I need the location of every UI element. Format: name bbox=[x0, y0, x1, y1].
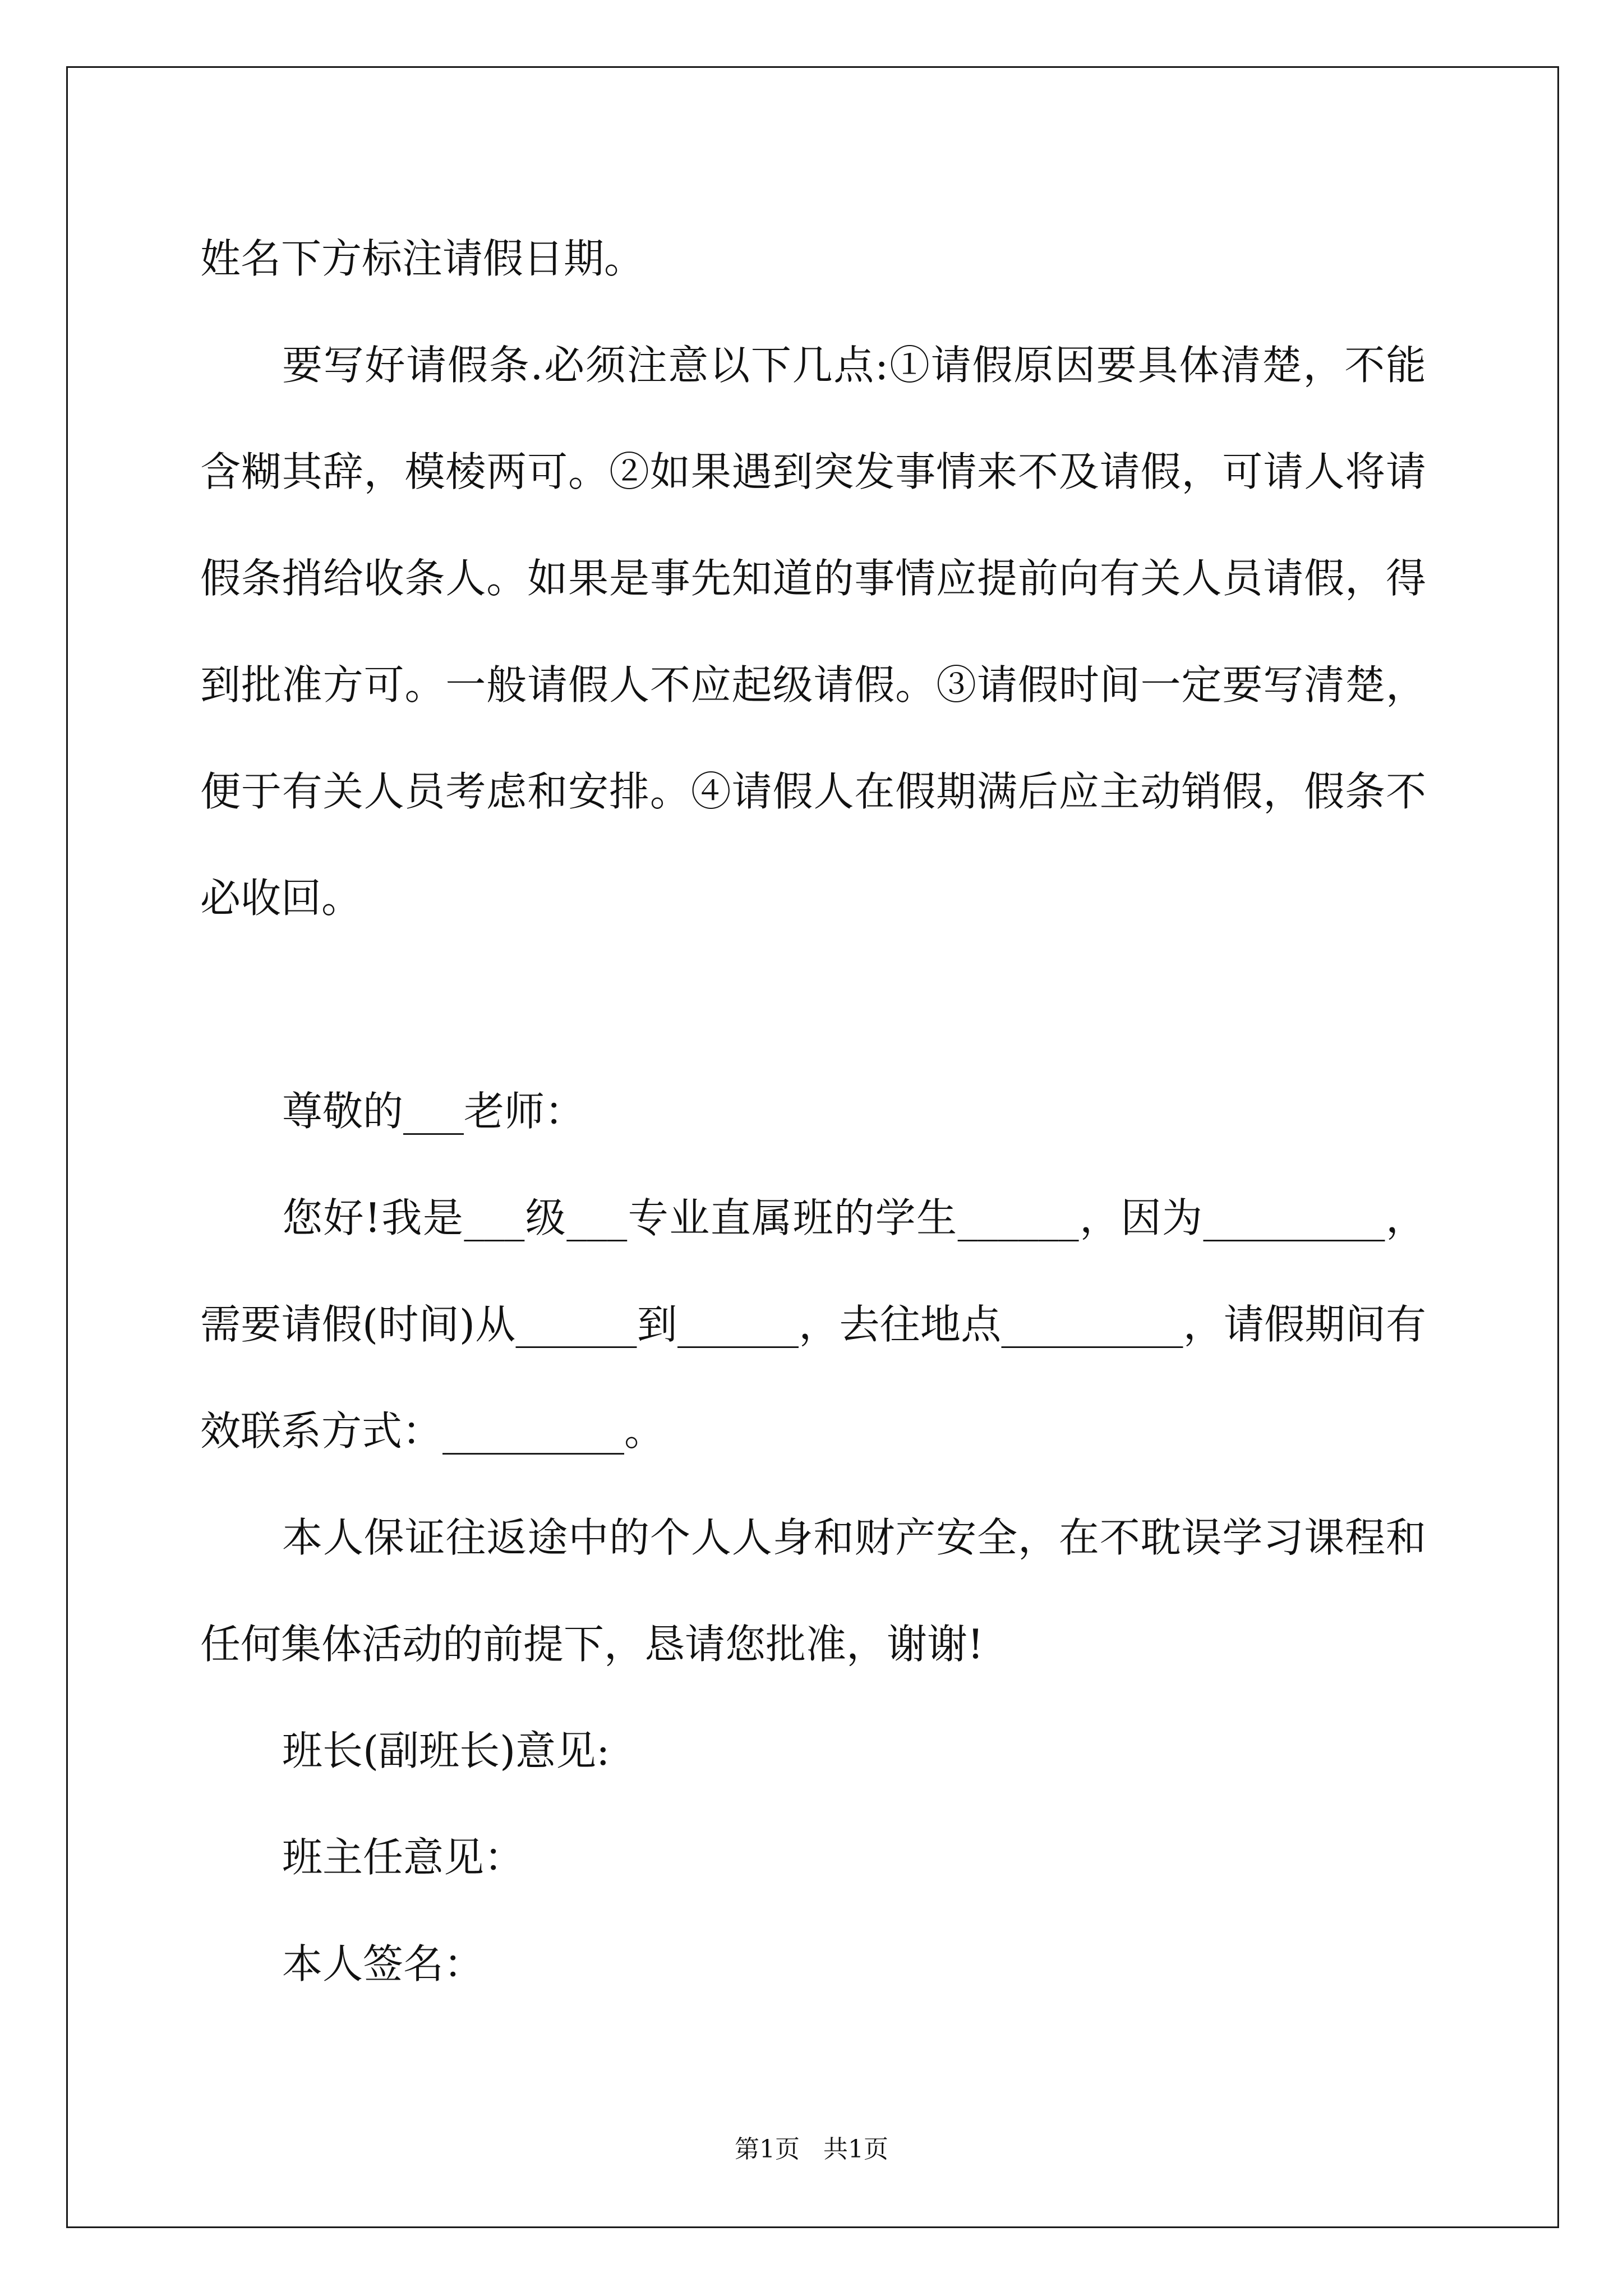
paragraph-spacer bbox=[200, 951, 1426, 1058]
signature-label: 本人签名： bbox=[282, 1940, 485, 1987]
letter-salutation: 尊敬的___老师： bbox=[282, 1088, 585, 1135]
document-body bbox=[200, 205, 1426, 2017]
page-footer: 第1页 共1页 bbox=[735, 2135, 888, 2164]
paragraph-writing-tips: 要写好请假条.必须注意以下几点:①请假原因要具体清楚，不能含糊其辞，模棱两可。②如果遇到突发事情来不及请假，可请人将请假条捎给收条人。如果是事先知道的事情应提前向有关人员请假，得到批准方可。一般请假人不应起级请假。③请假时间一定要写清楚，便于有关人员考虑和安排。④请假人在假期满后应主动销假，假条不必收回。 bbox=[200, 342, 1426, 922]
letter-body-request: 您好!我是___级___专业直属班的学生______，因为_________，需要请假(时间)从______到______，去往地点_________，请假期间有效联系方式：_________。 bbox=[200, 1194, 1426, 1455]
paragraph-leave-date-note: 姓名下方标注请假日期。 bbox=[200, 235, 645, 282]
monitor-opinion-label: 班长(副班长)意见: bbox=[282, 1727, 610, 1774]
letter-body-pledge: 本人保证往返途中的个人人身和财产安全，在不耽误学习课程和任何集体活动的前提下，恳请您批准，谢谢! bbox=[200, 1514, 1426, 1668]
teacher-opinion-label: 班主任意见： bbox=[282, 1834, 525, 1881]
